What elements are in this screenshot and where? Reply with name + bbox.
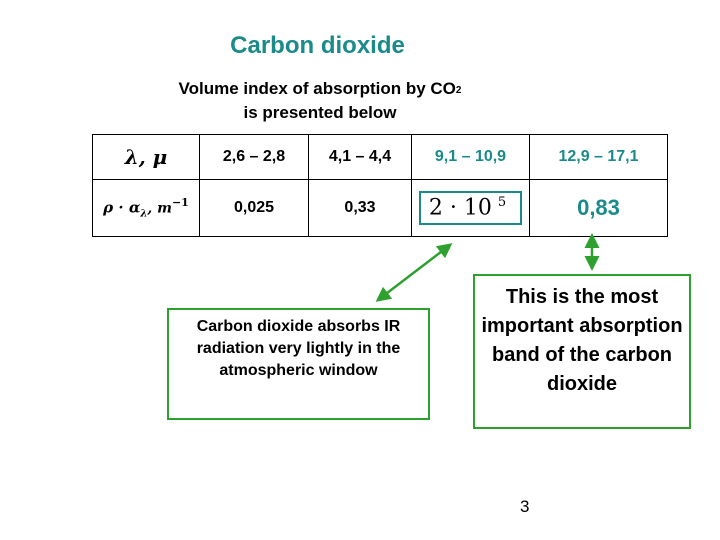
absorption-symbol: ρ · α <box>103 198 141 217</box>
value-text: 0,025 <box>233 199 275 216</box>
range-cell: 4,1 – 4,4 <box>309 135 412 180</box>
range-cell: 2,6 – 2,8 <box>200 135 309 180</box>
page-number: 3 <box>520 497 530 516</box>
window-value-exponent: 5 <box>497 195 507 211</box>
subtitle-co2-subscript: 2 <box>455 85 462 96</box>
window-value-mantissa: 2 · 10 <box>428 195 492 221</box>
range-cell-highlighted: 12,9 – 17,1 <box>530 135 668 180</box>
slide-title: Carbon dioxide <box>230 32 405 59</box>
subtitle-line1-text: Volume index of absorption by CO <box>178 79 456 98</box>
absorption-unit: , m <box>147 200 172 217</box>
left-callout-arrow <box>378 245 450 300</box>
value-text: 0,33 <box>344 199 376 216</box>
atmospheric-window-callout: Carbon dioxide absorbs IR radiation very lightly in the atmospheric window <box>167 308 430 420</box>
absorption-unit-exponent: −1 <box>171 196 189 210</box>
wavelength-symbol: λ, μ <box>124 145 168 169</box>
main-band-callout: This is the most important absorption band of the carbon dioxide <box>473 274 691 429</box>
value-cell-main-band: 0,83 <box>530 180 668 237</box>
absorption-symbol-subscript: λ <box>140 208 148 220</box>
subtitle-line2-text: is presented below <box>243 103 397 122</box>
range-cell-highlighted: 9,1 – 10,9 <box>412 135 530 180</box>
